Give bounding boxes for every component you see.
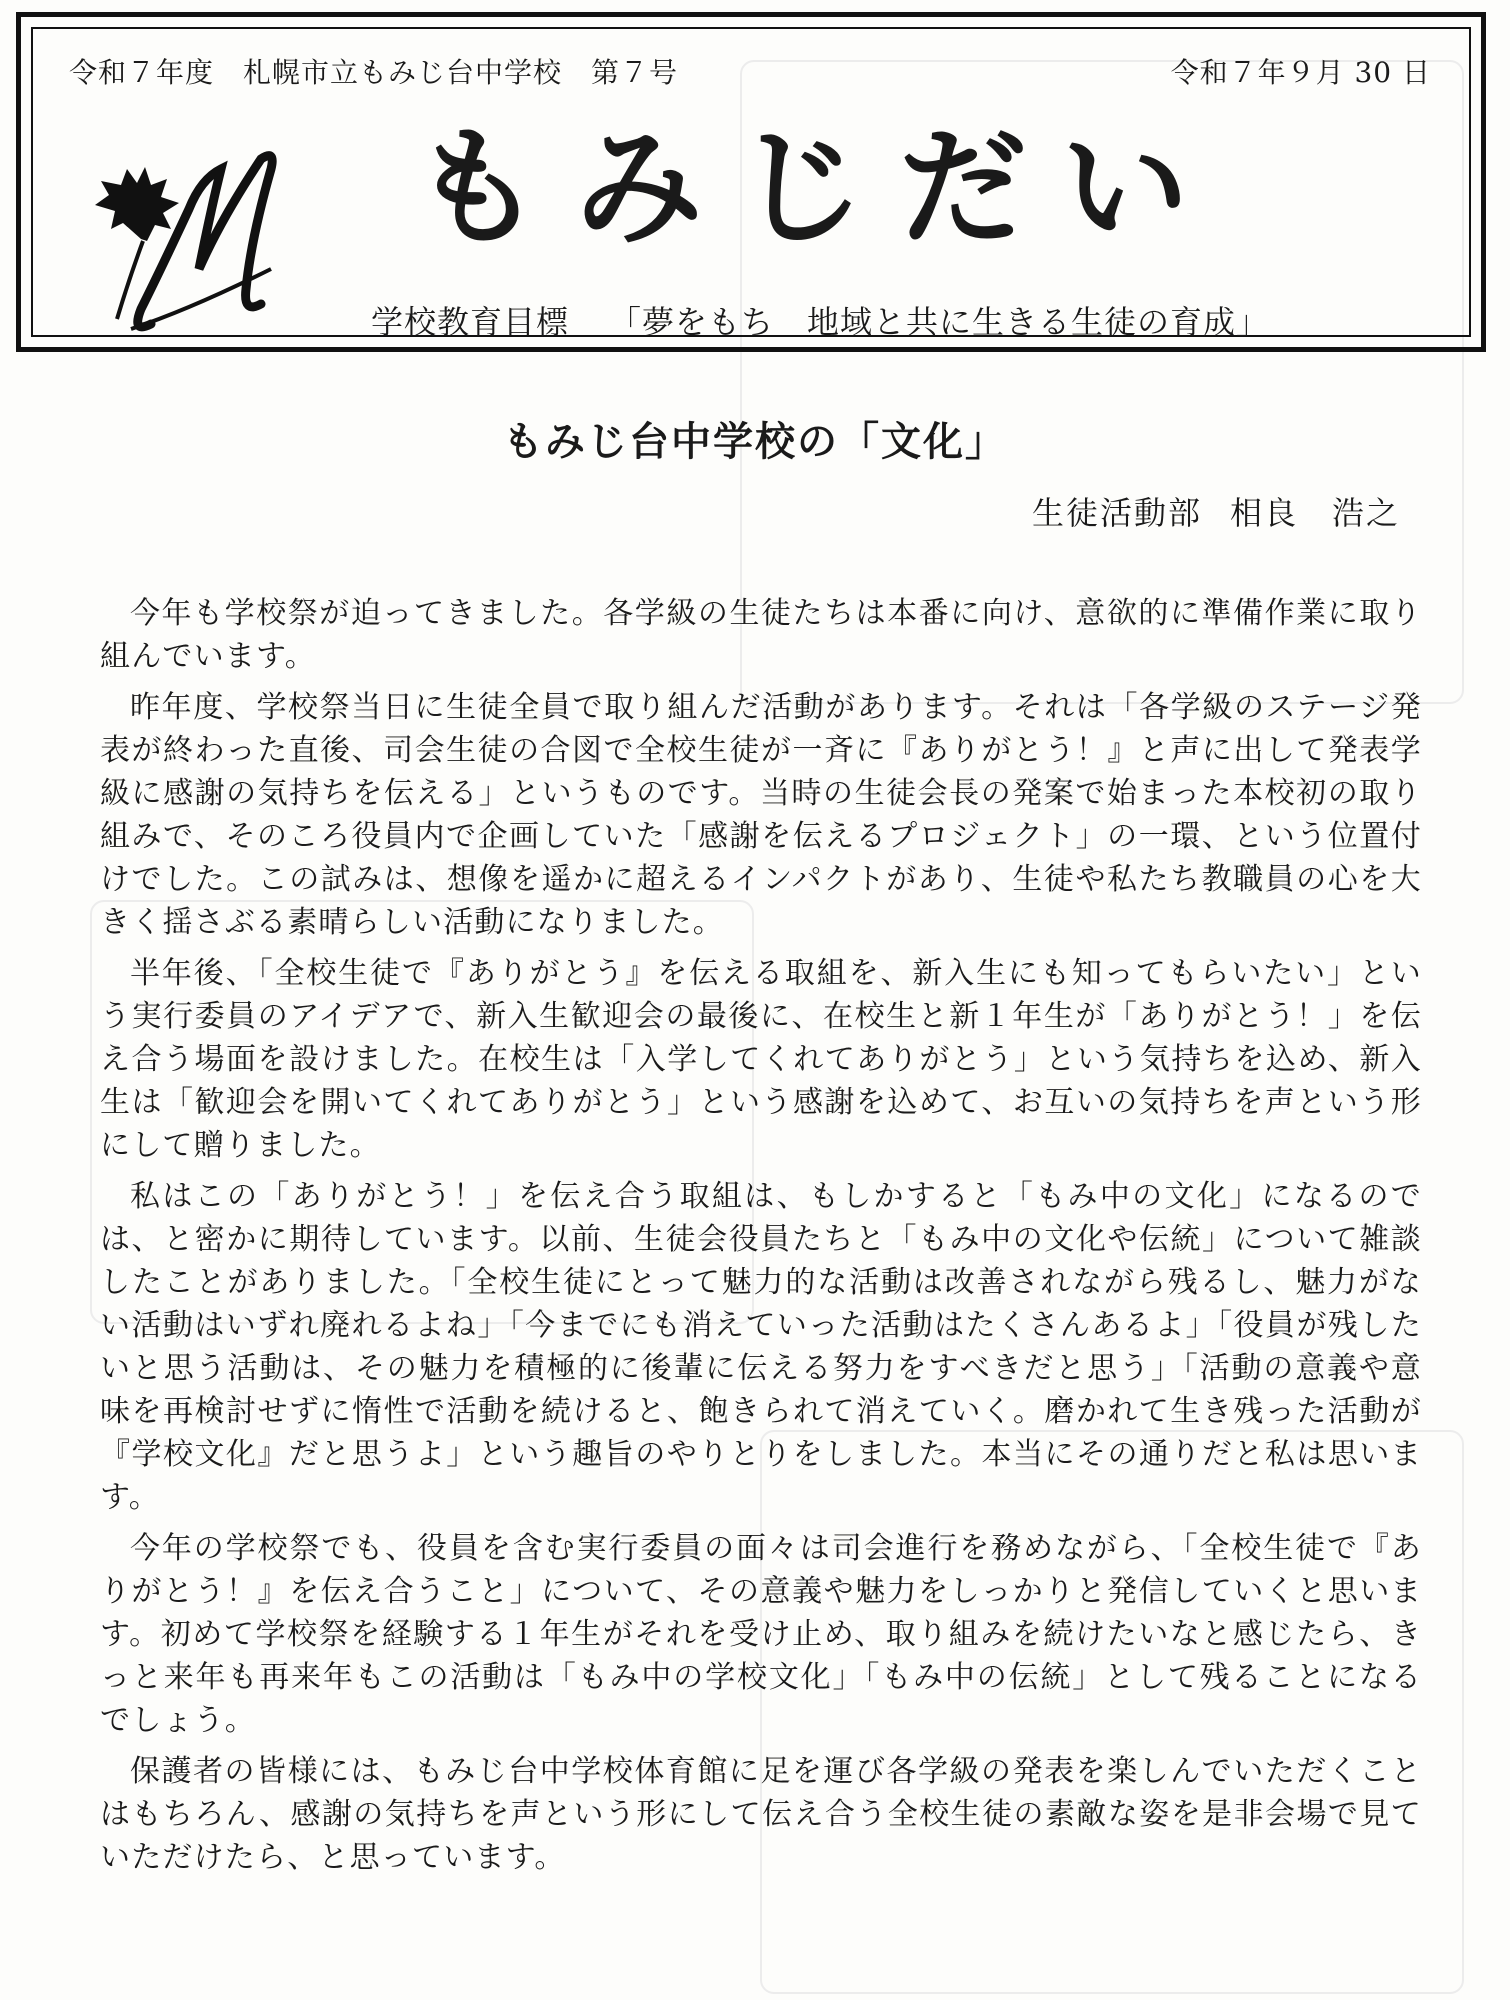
author-line xyxy=(1032,488,1400,534)
issue-info: 令和７年度 札幌市立もみじ台中学校 第７号 xyxy=(69,56,679,89)
newsletter-title: もみじだい xyxy=(413,113,1224,263)
author-department: 生徒活動部 xyxy=(1031,494,1202,532)
author-name: 相良 浩之 xyxy=(1229,494,1400,532)
paragraph: 私はこの「ありがとう！」を伝え合う取組は、もしかすると「もみ中の文化」になるのでは、と密かに期待しています。以前、生徒会役員たちと「もみ中の文化や伝統」について雑談したことがありました。「全校生徒にとって魅力的な活動は改善されながら残るし、魅力がない活動はいずれ廃れるよね」「今までにも消えていった活動はたくさんあるよ」「役員が残したいと思う活動は、その魅力を積極的に後輩に伝える努力をすべきだと思う」「活動の意義や意味を再検討せずに惰性で活動を続けると、飽きられて消えていく。磨かれて生き残った活動が『学校文化』だと思うよ」という趣旨のやりとりをしました。本当にその通りだと私は思います。 xyxy=(100,1179,1422,1515)
school-motto xyxy=(371,297,1269,343)
masthead-inner-border xyxy=(31,27,1471,341)
paragraph: 昨年度、学校祭当日に生徒全員で取り組んだ活動があります。それは「各学級のステージ発表が終わった直後、司会生徒の合図で全校生徒が一斉に『ありがとう！』と声に出して発表学級に感謝の気持ちを伝える」というものです。当時の生徒会長の発案で始まった本校初の取り組みで、そのころ役員内で企画していた「感謝を伝えるプロジェクト」の一環、という位置付けでした。この試みは、想像を遥かに超えるインパクトがあり、生徒や私たち教職員の心を大きく揺さぶる素晴らしい活動になりました。 xyxy=(100,690,1422,940)
maple-leaf-logo xyxy=(71,119,321,349)
issue-date: 令和７年９月 30 日 xyxy=(1170,56,1431,89)
paragraph: 保護者の皆様には、もみじ台中学校体育館に足を運び各学級の発表を楽しんでいただくことはもちろん、感謝の気持ちを声という形にして伝え合う全校生徒の素敵な姿を是非会場で見ていただけたら、と思っています。 xyxy=(100,1754,1422,1875)
masthead xyxy=(16,12,1486,352)
paragraph: 半年後、「全校生徒で『ありがとう』を伝える取組を、新入生にも知ってもらいたい」という実行委員のアイデアで、新入生歓迎会の最後に、在校生と新１年生が「ありがとう！」を伝え合う場面を設けました。在校生は「入学してくれてありがとう」という気持ちを込め、新入生は「歓迎会を開いてくれてありがとう」という感謝を込めて、お互いの気持ちを声という形にして贈りました。 xyxy=(100,956,1422,1163)
motto-text: 「夢をもち 地域と共に生きる生徒の育成」 xyxy=(609,303,1270,341)
paragraph: 今年の学校祭でも、役員を含む実行委員の面々は司会進行を務めながら、「全校生徒で『ありがとう！』を伝え合うこと」について、その意義や魅力をしっかりと発信していくと思います。初めて学校祭を経験する１年生がそれを受け止め、取り組みを続けたいなと感じたら、きっと来年も再来年もこの活動は「もみ中の学校文化」「もみ中の伝統」として残ることになるでしょう。 xyxy=(100,1531,1422,1738)
logo-letter: M xyxy=(191,311,202,322)
article-title: もみじ台中学校の「文化」 xyxy=(503,419,1007,465)
article-body xyxy=(100,592,1422,1879)
paragraph: 今年も学校祭が迫ってきました。各学級の生徒たちは本番に向け、意欲的に準備作業に取り組んでいます。 xyxy=(100,596,1422,674)
motto-label: 学校教育目標 xyxy=(371,303,570,341)
maple-leaf-icon xyxy=(95,167,179,241)
